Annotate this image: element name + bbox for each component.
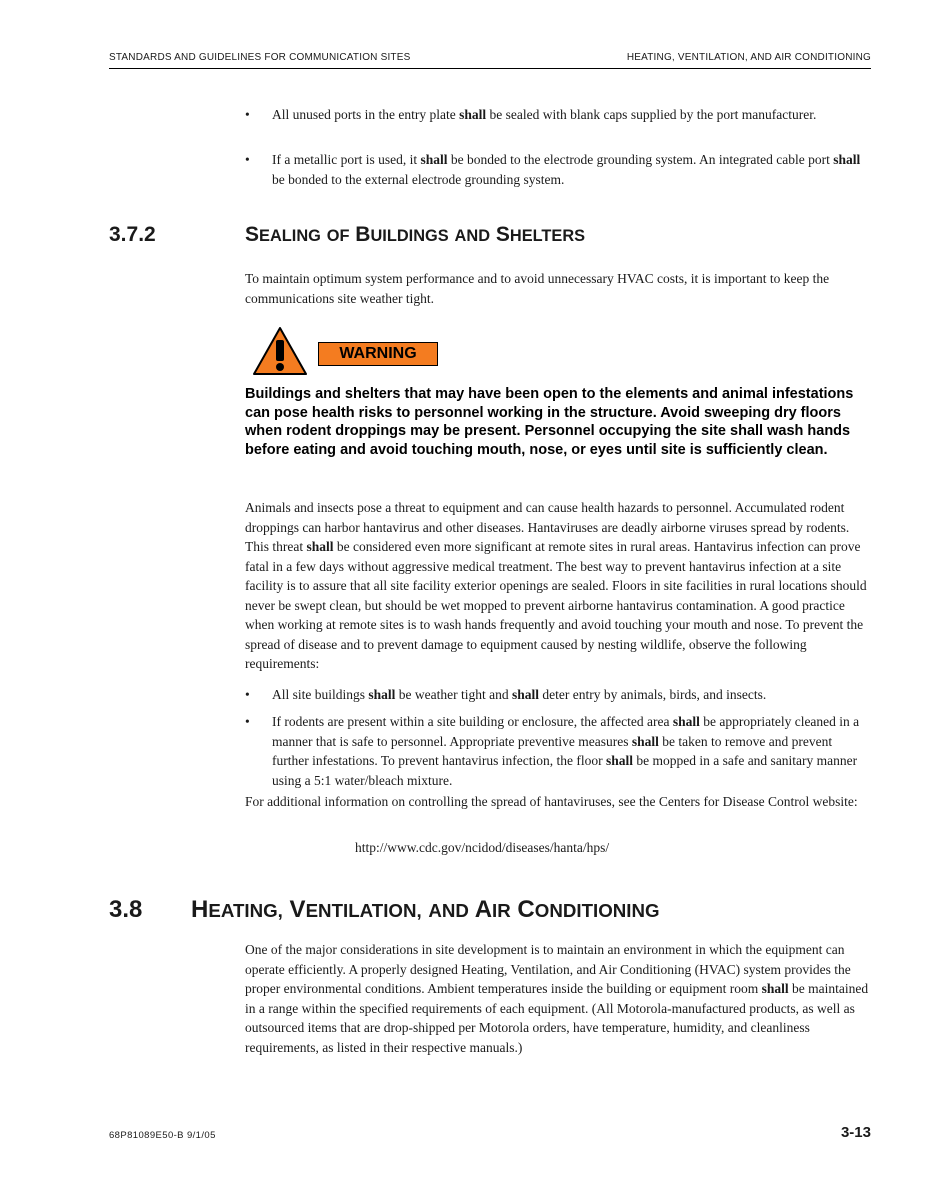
bullet-text: If rodents are present within a site building or enclosure, the affected area shall be appropriately cleaned in a manner that is safe to personnel. Appropriate preventive measures shall be taken to remove and prevent further infestations. To prevent hantavirus infection, the floor shall be mopped in a safe and sanitary manner using a 5:1 water/bleach mixture. bbox=[272, 714, 860, 788]
warning-label: WARNING bbox=[318, 342, 438, 366]
section-number: 3.8 bbox=[109, 896, 143, 923]
bullet-icon: • bbox=[245, 687, 250, 702]
hantavirus-paragraph: Animals and insects pose a threat to equipment and can cause health hazards to personnel. Accumulated rodent droppings can harbor hantavirus and other diseases. Hantaviruses are deadly airborne viruses spread by rodents. This threat shall be considered even more significant at remote sites in rural areas. Hantavirus infection can prove fatal in a few days without aggressive medical treatment. The best way to prevent hantavirus infection at a site facility is to assure that all site facility exterior openings are sealed. Floors in site facilities in rural locations should never be swept clean, but should be wet mopped to prevent airborne hantavirus contamination. A good practice when working at remote sites is to wash hands frequently and avoid touching your mouth and nose. To prevent the spread of disease and to prevent damage to equipment caused by nesting wildlife, observe the following requirements: bbox=[245, 500, 867, 671]
list-item bbox=[245, 105, 870, 125]
bullet-icon: • bbox=[245, 152, 250, 167]
page-number: 3-13 bbox=[840, 1124, 871, 1141]
bullet-text: All site buildings shall be weather tight and shall deter entry by animals, birds, and insects. bbox=[272, 687, 767, 702]
more-info-text: For additional information on controlling the spread of hantaviruses, see the Centers for Disease Control website: bbox=[245, 794, 858, 809]
page-header bbox=[109, 48, 871, 69]
bullet-icon: • bbox=[245, 714, 250, 729]
warning-icon bbox=[252, 326, 308, 376]
section-intro: To maintain optimum system performance and to avoid unnecessary HVAC costs, it is important to keep the communications site weather tight. bbox=[245, 271, 830, 306]
section-number: 3.7.2 bbox=[109, 223, 156, 246]
header-right: HEATING, VENTILATION, AND AIR CONDITIONING bbox=[626, 52, 871, 63]
warning-text: Buildings and shelters that may have been open to the elements and animal infestations can pose health risks to personnel working in the structure. Avoid sweeping dry floors when rodent droppings may be present. Personnel occupying the site shall wash hands before eating and avoid touching mouth, nose, or eyes until site is sufficiently clean. bbox=[245, 386, 854, 458]
bullet-icon: • bbox=[245, 107, 250, 122]
bullet-text: All unused ports in the entry plate shall be sealed with blank caps supplied by the port manufacturer. bbox=[272, 107, 817, 122]
list-item bbox=[245, 150, 870, 189]
bullet-text: If a metallic port is used, it shall be bonded to the electrode grounding system. An integrated cable port shall be bonded to the external electrode grounding system. bbox=[272, 152, 861, 187]
cdc-url-link[interactable]: http://www.cdc.gov/ncidod/diseases/hanta/hps/ bbox=[355, 840, 610, 855]
hvac-paragraph: One of the major considerations in site development is to maintain an environment in which the equipment can operate efficiently. A properly designed Heating, Ventilation, and Air Conditioning (HVAC) system provides the proper environmental conditions. Ambient temperatures inside the building or equipment room shall be maintained in a range within the specified requirements of each equipment. (All Motorola-manufactured products, as well as outsourced items that are drop-shipped per Motorola orders, have temperature, humidity, and cleanliness requirements, as listed in their respective manuals.) bbox=[245, 942, 869, 1055]
section-title: SEALING OF BUILDINGS AND SHELTERS bbox=[245, 223, 586, 246]
footer-doc-id: 68P81089E50-B 9/1/05 bbox=[109, 1130, 216, 1141]
list-item bbox=[245, 685, 870, 705]
section-title: HEATING, VENTILATION, AND AIR CONDITIONING bbox=[191, 896, 660, 923]
header-left: STANDARDS AND GUIDELINES FOR COMMUNICATION SITES bbox=[109, 52, 411, 63]
list-item bbox=[245, 712, 870, 790]
